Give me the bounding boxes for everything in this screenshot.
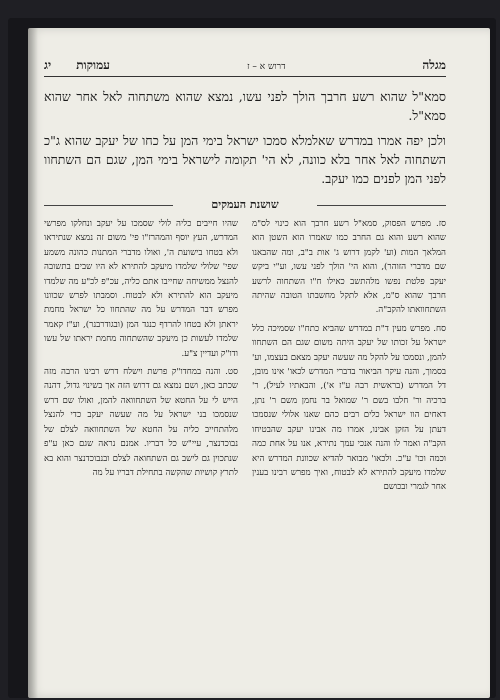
commentary-paragraph: סח. מפרש מעין ד"ת במדרש שהביא כתח"ו שסמיכה כלל ישראל על זכותו של יעקב היתה משום שגם הם השתחוו להמן, ונסמכו על להקל מה שעשה יעקב מצאם בעצמו, וע' בסמוך, והנה עיקר הביאור בדברי המדרש לכאו' אינו מובן, דל המדרש (בראשית רבה ע"ז א'), והבאתיו לעיל), ר' ברכיה ור' חלבו בשם ר' שמואל בר נחמן משם ר' נתן, דאחים הוו ישראל כלים רבים כהם שאנו אלולי שנסמכו דעתן על הזקן אבינו, אמרו מה אבינו יעקב שהבטיחו הקב"ה ואמר לו והנה אנכי עמך נתירא, אנו על אחת כמה וכמה וכו' ע"כ. ולכאו' מבואר להדיא שכוונת המדרש היא שלמדו מיעקב להתירא לא לבטוח, ואיך מפרש רבינו בענין אחר לגמרי ובכושם bbox=[252, 323, 446, 493]
running-head-right: מגלה bbox=[422, 58, 446, 72]
commentary-column-left bbox=[44, 217, 238, 499]
running-head bbox=[44, 58, 446, 77]
running-head-middle: דרוש א – ז bbox=[246, 62, 286, 72]
commentary-columns bbox=[44, 217, 446, 499]
section-title: שושנת העמקים bbox=[44, 198, 446, 211]
running-head-title: עמוקות bbox=[76, 58, 110, 72]
running-head-left bbox=[44, 58, 110, 73]
commentary-paragraph: סט. והנה במחדו"ק פרשת וישלח דרש רבינו הרבה מזה שכתב כאן, ושם נמצא גם דרוש הזה אך בשינוי גדול, דהנה הייש לי על החטא של השתחוואה להמן, ואולו שם דרש שנסמכו בני ישראל על מה שעשה יעקב כדי להנצל מלהתחייב כליה על החטא של השתחוואה לצלם של נבוכדנצר, עיי"ש כל דבריו. אמנם נראה שגם כאן ע"פ שנתכוין גם לישב גם השתחואה לצלם ובנבוכדנצר והוא בא לתרץ קושיות שהקשה בתחילת דבריו על מה bbox=[44, 367, 238, 478]
commentary-paragraph: סז. מפרש הפסוק, סמא"ל רשע חרבך הוא כינוי לס"מ שהוא רשע והוא גם החרב כמו שאמרו הוא השטן הוא המלאך המות (וע' לקמן דרוש ג' אות ב"ב, ומה שהבאנו שם מדברי הזוהר), והוא הי' הולך לפני עשו, וע"י ביקש יעקב פלטת נפשו מלהתשב כאילו ח"ו השתחוה לרשע חרבך שהוא ס"מ, אלא לתקל מחשבתו הטובה שהיתה השתחוואתו להקב"ה. bbox=[252, 219, 446, 316]
commentary-paragraph: שהיו חייבים כליה לולי שסמכו על יעקב ונחלקו מפרשי המדרש, העץ יוסף והמהרז"ו פי' משום זה נמצא שנתיראו ולא בטחו בישועת ה', ואולו מדברי המתנות כהונה משמע שפי' שלולי שלמדו מיעקב להתירא לא היו שבים בתשובה להנצל ממשיחה שחייבו אתם כליה, עכ"פ לכ"ע מה שלמדו מיעקב הוא להתירא ולא לבטוח. וסמבתו לפרש שכוונו מפרש דבר המדרש על מה שהתחוו כל ישראל מחמת יראתן ולא בטחו להרדף כנגד המן (ובגודרבנר), וע"ז קאמר שלמדו לעשות כן מיעקב שהשתחוה מחמת יראתו של עשו ודו"ק ועדיין צ"ע. bbox=[44, 219, 238, 359]
page-gutter-shadow bbox=[28, 28, 38, 698]
page-content bbox=[44, 58, 446, 499]
page-number: יג bbox=[44, 58, 52, 72]
lead-paragraph-1: סמא"ל שהוא רשע חרבך הולך לפני עשו, נמצא שהוא משתחוה לאל אחר שהוא סמא"ל. bbox=[44, 89, 446, 123]
commentary-column-right bbox=[252, 217, 446, 499]
lead-paragraph-2: ולכן יפה אמרו במדרש שאלמלא סמכו ישראל בימי המן על כחו של יעקב שהוא ג"כ השתחוה לאל אחר בלא כוונה, לא הי' תקומה לישראל בימי המן, שגם הם השתחוו לפני המן לפנים כמו יעקב. bbox=[44, 133, 446, 186]
lead-text bbox=[44, 87, 446, 188]
